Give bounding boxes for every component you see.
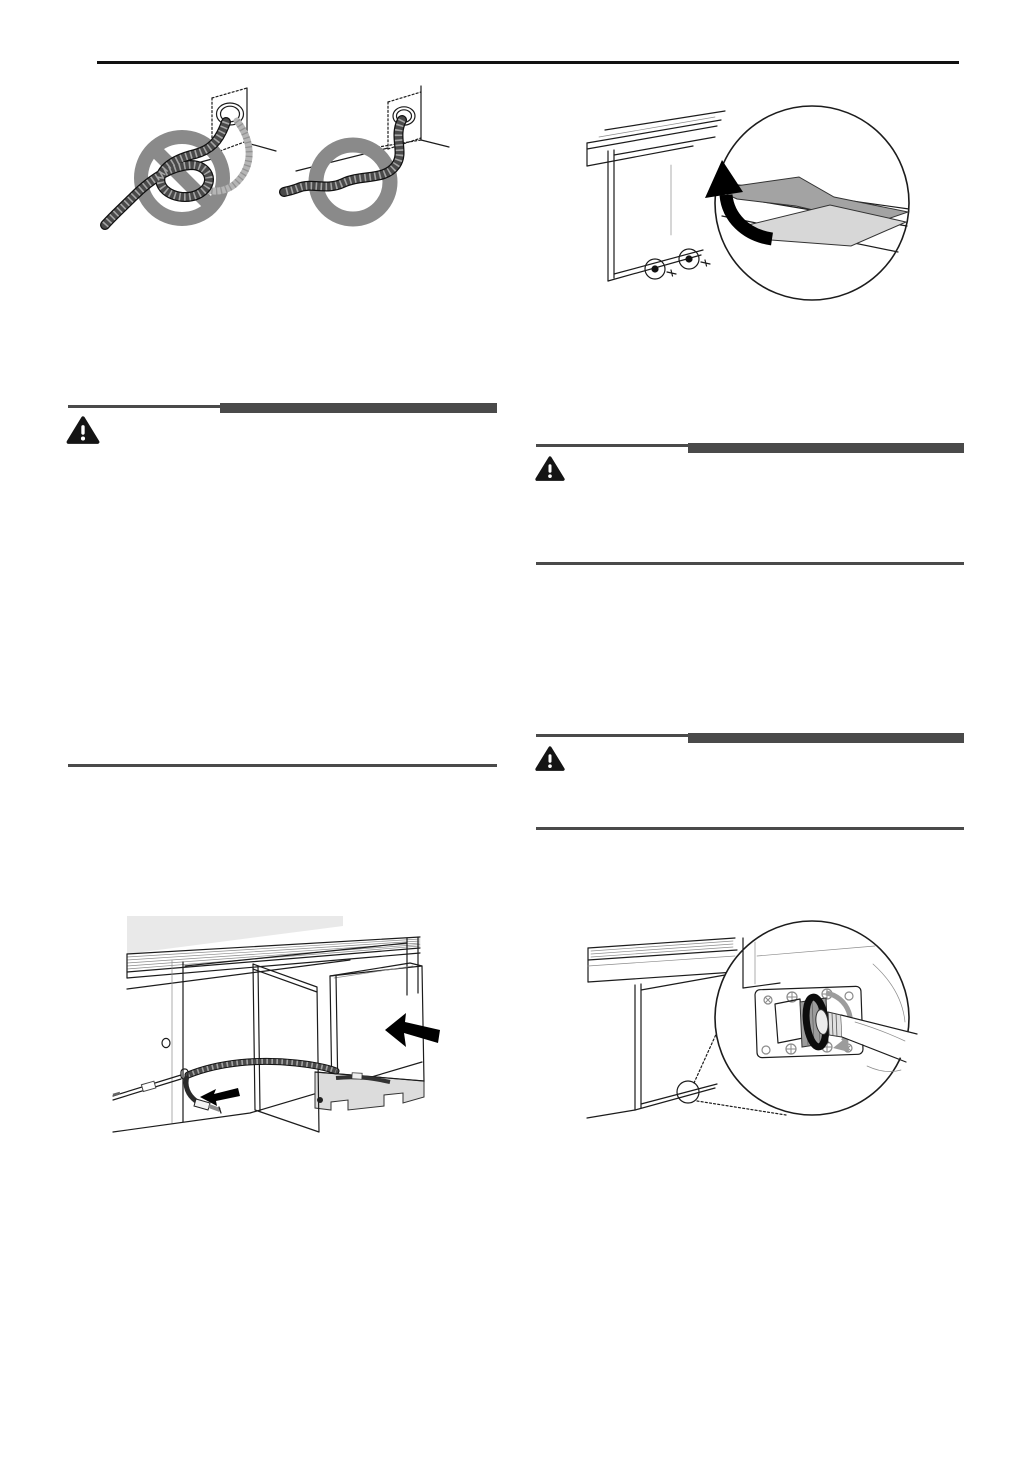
- figure-install-push-in: [100, 910, 460, 1150]
- warning-right1-thin-rule: [536, 444, 688, 447]
- warning-right2-bottom-rule: [536, 827, 964, 830]
- warning-right2-header-bar: [688, 733, 964, 743]
- figure-inlet-connection: [575, 910, 925, 1150]
- drain-hose-routing: [113, 1061, 336, 1113]
- door-panel: [253, 964, 319, 1132]
- figure-hose-curve-ok: [284, 86, 449, 219]
- warning-right2-thin-rule: [536, 734, 688, 737]
- warning-triangle-icon: [66, 416, 100, 445]
- side-panel-hole: [162, 1038, 170, 1047]
- warning-right1-bottom-rule: [536, 562, 964, 565]
- figure-hose-routing: [100, 80, 470, 300]
- warning-triangle-icon: [535, 456, 565, 482]
- header-rule: [97, 61, 959, 64]
- hose-nut: [828, 1012, 842, 1037]
- left-section-divider: [68, 764, 497, 767]
- figure-tape-removal: [575, 85, 925, 315]
- warning-left-thin-rule: [68, 405, 220, 408]
- figure-hose-loop-wrong: [105, 88, 276, 225]
- warning-triangle-icon: [535, 746, 565, 772]
- supply-fitting: [141, 1081, 155, 1091]
- warning-right1-header-bar: [688, 443, 964, 453]
- base-screw: [317, 1097, 323, 1103]
- dishwasher-unit: [315, 963, 424, 1110]
- bold-left-arrow-icon: [385, 1013, 440, 1047]
- warning-left-header-bar: [220, 403, 497, 413]
